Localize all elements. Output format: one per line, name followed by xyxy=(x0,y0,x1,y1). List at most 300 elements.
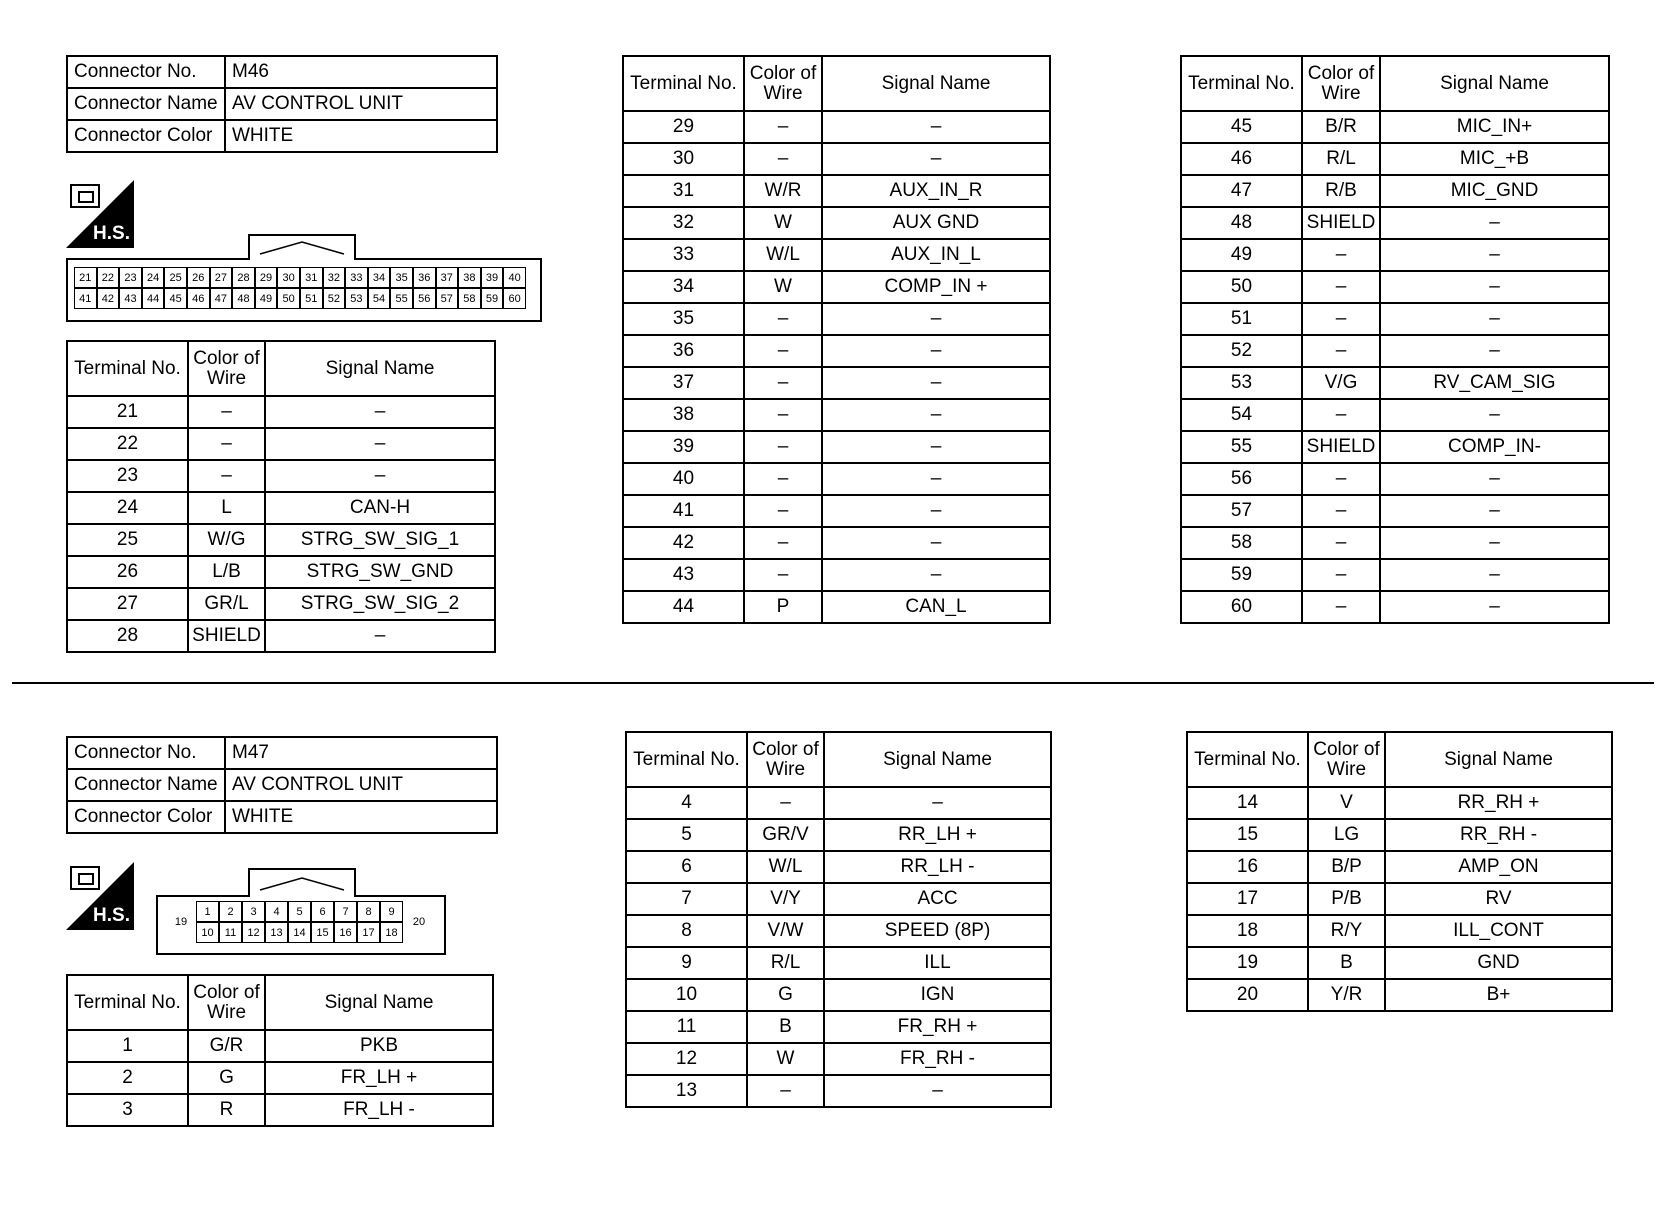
signal-name-cell: RR_RH + xyxy=(1385,787,1612,819)
terminal-no-cell: 58 xyxy=(1181,527,1302,559)
wire-color-cell: SHIELD xyxy=(1302,431,1380,463)
table-row xyxy=(67,588,495,620)
signal-name-cell: FR_LH - xyxy=(265,1094,493,1126)
signal-name-cell: ILL_CONT xyxy=(1385,915,1612,947)
terminal-no-cell: 16 xyxy=(1187,851,1308,883)
wire-color-cell: GR/V xyxy=(747,819,824,851)
signal-name-cell: FR_RH - xyxy=(824,1043,1051,1075)
connector-pin: 8 xyxy=(357,901,380,922)
connector-pin: 59 xyxy=(481,288,504,309)
terminal-no-cell: 50 xyxy=(1181,271,1302,303)
signal-name-cell: – xyxy=(1380,303,1609,335)
terminal-no-cell: 54 xyxy=(1181,399,1302,431)
terminal-no-cell: 34 xyxy=(623,271,744,303)
terminal-no-cell: 1 xyxy=(67,1030,188,1062)
connector-info-row xyxy=(67,120,497,152)
terminal-no-cell: 60 xyxy=(1181,591,1302,623)
signal-name-header: Signal Name xyxy=(1385,732,1612,787)
signal-name-cell: AUX_IN_R xyxy=(822,175,1050,207)
terminal-no-cell: 47 xyxy=(1181,175,1302,207)
signal-name-cell: – xyxy=(822,143,1050,175)
connector-pin: 3 xyxy=(242,901,265,922)
signal-name-cell: – xyxy=(1380,559,1609,591)
signal-name-cell: – xyxy=(1380,527,1609,559)
table-row xyxy=(626,915,1051,947)
info-value: WHITE xyxy=(225,120,497,152)
m47-pin-19: 19 xyxy=(174,916,188,928)
terminal-no-cell: 57 xyxy=(1181,495,1302,527)
signal-name-cell: – xyxy=(265,396,495,428)
harness-side-icon xyxy=(66,862,134,930)
color-of-wire-header: Color of Wire xyxy=(744,56,822,111)
wire-color-cell: – xyxy=(747,1075,824,1107)
signal-name-cell: STRG_SW_GND xyxy=(265,556,495,588)
signal-name-cell: – xyxy=(265,460,495,492)
table-row xyxy=(623,271,1050,303)
wire-color-cell: L xyxy=(188,492,265,524)
table-row xyxy=(67,524,495,556)
signal-name-cell: – xyxy=(822,367,1050,399)
terminal-no-cell: 5 xyxy=(626,819,747,851)
wire-color-cell: – xyxy=(1302,591,1380,623)
table-row xyxy=(1181,399,1609,431)
wire-color-cell: R/L xyxy=(747,947,824,979)
table-row xyxy=(67,620,495,652)
signal-name-cell: – xyxy=(265,428,495,460)
table-row xyxy=(1181,367,1609,399)
table-row xyxy=(626,787,1051,819)
signal-name-cell: STRG_SW_SIG_1 xyxy=(265,524,495,556)
wire-color-cell: – xyxy=(1302,399,1380,431)
wire-color-cell: G xyxy=(188,1062,265,1094)
connector-pin: 57 xyxy=(436,288,459,309)
signal-name-header: Signal Name xyxy=(265,341,495,396)
signal-name-cell: – xyxy=(1380,495,1609,527)
terminal-no-cell: 13 xyxy=(626,1075,747,1107)
table-row xyxy=(623,111,1050,143)
terminal-no-cell: 52 xyxy=(1181,335,1302,367)
terminal-no-cell: 17 xyxy=(1187,883,1308,915)
terminal-no-cell: 43 xyxy=(623,559,744,591)
connector-pin: 28 xyxy=(232,267,255,288)
connector-pin: 2 xyxy=(219,901,242,922)
signal-name-cell: RR_RH - xyxy=(1385,819,1612,851)
wire-color-cell: – xyxy=(744,495,822,527)
terminal-no-cell: 23 xyxy=(67,460,188,492)
wire-color-cell: R/Y xyxy=(1308,915,1385,947)
signal-name-cell: CAN-H xyxy=(265,492,495,524)
table-row xyxy=(626,819,1051,851)
hs-label: H.S. xyxy=(93,905,130,926)
signal-name-cell: STRG_SW_SIG_2 xyxy=(265,588,495,620)
table-row xyxy=(1181,303,1609,335)
signal-name-cell: MIC_GND xyxy=(1380,175,1609,207)
table-row xyxy=(67,1094,493,1126)
wire-color-cell: W xyxy=(744,207,822,239)
harness-side-icon xyxy=(66,180,134,248)
table-row xyxy=(623,335,1050,367)
connector-pin: 23 xyxy=(119,267,142,288)
connector-pin: 47 xyxy=(210,288,233,309)
terminal-no-cell: 27 xyxy=(67,588,188,620)
m47-pin-grid xyxy=(196,901,403,943)
wire-color-cell: – xyxy=(744,143,822,175)
wire-color-cell: – xyxy=(1302,559,1380,591)
signal-name-cell: – xyxy=(824,1075,1051,1107)
wire-color-cell: V/W xyxy=(747,915,824,947)
connector-pin: 54 xyxy=(368,288,391,309)
hs-label: H.S. xyxy=(93,223,130,244)
connector-pin: 24 xyxy=(142,267,165,288)
signal-name-cell: – xyxy=(1380,271,1609,303)
connector-pin: 26 xyxy=(187,267,210,288)
signal-name-cell: PKB xyxy=(265,1030,493,1062)
info-value: M47 xyxy=(225,737,497,769)
wire-color-cell: – xyxy=(744,559,822,591)
table-row xyxy=(1181,271,1609,303)
table-row xyxy=(1181,495,1609,527)
wire-color-cell: Y/R xyxy=(1308,979,1385,1011)
terminal-no-cell: 35 xyxy=(623,303,744,335)
wire-color-cell: B xyxy=(747,1011,824,1043)
table-row xyxy=(623,207,1050,239)
table-row xyxy=(623,303,1050,335)
signal-name-cell: SPEED (8P) xyxy=(824,915,1051,947)
terminal-no-cell: 51 xyxy=(1181,303,1302,335)
wire-color-cell: – xyxy=(744,335,822,367)
connector-pin: 14 xyxy=(288,922,311,943)
signal-name-cell: ACC xyxy=(824,883,1051,915)
terminal-no-cell: 41 xyxy=(623,495,744,527)
signal-name-cell: RV xyxy=(1385,883,1612,915)
connector-pin: 22 xyxy=(97,267,120,288)
table-row xyxy=(67,396,495,428)
wire-color-cell: P xyxy=(744,591,822,623)
connector-pin: 39 xyxy=(481,267,504,288)
wire-color-cell: – xyxy=(747,787,824,819)
wire-color-cell: B/R xyxy=(1302,111,1380,143)
connector-pin: 43 xyxy=(119,288,142,309)
table-row xyxy=(623,495,1050,527)
terminal-no-cell: 15 xyxy=(1187,819,1308,851)
signal-name-header: Signal Name xyxy=(265,975,493,1030)
signal-name-cell: ILL xyxy=(824,947,1051,979)
connector-pin: 56 xyxy=(413,288,436,309)
connector-pin: 34 xyxy=(368,267,391,288)
connector-pin: 36 xyxy=(413,267,436,288)
terminal-no-cell: 22 xyxy=(67,428,188,460)
connector-pin: 33 xyxy=(345,267,368,288)
table-row xyxy=(1181,335,1609,367)
terminal-no-cell: 39 xyxy=(623,431,744,463)
table-row xyxy=(623,431,1050,463)
table-row xyxy=(626,1011,1051,1043)
table-row xyxy=(1181,239,1609,271)
connector-pin: 60 xyxy=(503,288,526,309)
terminal-no-cell: 36 xyxy=(623,335,744,367)
connector-pin: 55 xyxy=(390,288,413,309)
wire-color-cell: B/P xyxy=(1308,851,1385,883)
color-of-wire-header: Color of Wire xyxy=(1308,732,1385,787)
m46-terminal-table-2 xyxy=(622,55,1051,624)
table-row xyxy=(623,527,1050,559)
connector-pin: 48 xyxy=(232,288,255,309)
table-row xyxy=(623,143,1050,175)
table-row xyxy=(1181,559,1609,591)
wire-color-cell: – xyxy=(1302,335,1380,367)
connector-pin: 31 xyxy=(300,267,323,288)
wire-color-cell: W/G xyxy=(188,524,265,556)
wire-color-cell: L/B xyxy=(188,556,265,588)
connector-pin: 44 xyxy=(142,288,165,309)
wire-color-cell: R/B xyxy=(1302,175,1380,207)
signal-name-cell: – xyxy=(822,111,1050,143)
table-row xyxy=(1187,819,1612,851)
terminal-no-cell: 33 xyxy=(623,239,744,271)
terminal-no-header: Terminal No. xyxy=(626,732,747,787)
connector-pin: 27 xyxy=(210,267,233,288)
connector-pin: 7 xyxy=(334,901,357,922)
connector-pin: 45 xyxy=(164,288,187,309)
terminal-no-cell: 32 xyxy=(623,207,744,239)
wire-color-cell: G xyxy=(747,979,824,1011)
wire-color-cell: – xyxy=(1302,495,1380,527)
signal-name-cell: – xyxy=(1380,591,1609,623)
terminal-no-header: Terminal No. xyxy=(1187,732,1308,787)
connector-pin: 16 xyxy=(334,922,357,943)
terminal-no-cell: 28 xyxy=(67,620,188,652)
wire-color-cell: R xyxy=(188,1094,265,1126)
terminal-no-cell: 45 xyxy=(1181,111,1302,143)
signal-name-cell: RR_LH + xyxy=(824,819,1051,851)
table-row xyxy=(1181,143,1609,175)
connector-pin: 15 xyxy=(311,922,334,943)
signal-name-cell: – xyxy=(822,559,1050,591)
terminal-no-cell: 26 xyxy=(67,556,188,588)
connector-pin: 1 xyxy=(196,901,219,922)
connector-pin: 58 xyxy=(458,288,481,309)
wire-color-cell: – xyxy=(744,431,822,463)
terminal-no-cell: 8 xyxy=(626,915,747,947)
connector-pin: 4 xyxy=(265,901,288,922)
section-divider xyxy=(12,682,1654,684)
connector-pin: 32 xyxy=(323,267,346,288)
table-row xyxy=(1181,207,1609,239)
connector-info-row xyxy=(67,737,497,769)
terminal-no-cell: 31 xyxy=(623,175,744,207)
signal-name-cell: – xyxy=(824,787,1051,819)
wire-color-cell: SHIELD xyxy=(188,620,265,652)
signal-name-cell: MIC_+B xyxy=(1380,143,1609,175)
info-label: Connector Name xyxy=(67,769,225,801)
signal-name-cell: GND xyxy=(1385,947,1612,979)
table-row xyxy=(623,399,1050,431)
connector-pin: 12 xyxy=(242,922,265,943)
terminal-no-cell: 24 xyxy=(67,492,188,524)
table-row xyxy=(623,559,1050,591)
wire-color-cell: SHIELD xyxy=(1302,207,1380,239)
m46-connector-info xyxy=(66,55,498,153)
wire-color-cell: GR/L xyxy=(188,588,265,620)
table-row xyxy=(67,1062,493,1094)
signal-name-cell: AUX_IN_L xyxy=(822,239,1050,271)
connector-pin: 30 xyxy=(277,267,300,288)
info-label: Connector Color xyxy=(67,120,225,152)
wire-color-cell: – xyxy=(744,463,822,495)
connector-pin: 49 xyxy=(255,288,278,309)
wire-color-cell: V/Y xyxy=(747,883,824,915)
m47-terminal-table-3 xyxy=(1186,731,1613,1012)
wire-color-cell: LG xyxy=(1308,819,1385,851)
connector-pin: 6 xyxy=(311,901,334,922)
table-row xyxy=(1187,883,1612,915)
connector-pin: 9 xyxy=(380,901,403,922)
signal-name-cell: AMP_ON xyxy=(1385,851,1612,883)
terminal-no-cell: 59 xyxy=(1181,559,1302,591)
connector-pin: 5 xyxy=(288,901,311,922)
connector-pin: 38 xyxy=(458,267,481,288)
table-row xyxy=(1181,175,1609,207)
wire-color-cell: – xyxy=(188,396,265,428)
signal-name-cell: B+ xyxy=(1385,979,1612,1011)
color-of-wire-header: Color of Wire xyxy=(188,975,265,1030)
m47-pin-20: 20 xyxy=(412,916,426,928)
table-row xyxy=(1181,463,1609,495)
wire-color-cell: V xyxy=(1308,787,1385,819)
signal-name-cell: – xyxy=(822,335,1050,367)
connector-pin: 11 xyxy=(219,922,242,943)
terminal-no-cell: 48 xyxy=(1181,207,1302,239)
connector-pin: 50 xyxy=(277,288,300,309)
terminal-no-cell: 10 xyxy=(626,979,747,1011)
terminal-no-cell: 9 xyxy=(626,947,747,979)
table-row xyxy=(1181,591,1609,623)
connector-pin: 52 xyxy=(323,288,346,309)
wire-color-cell: R/L xyxy=(1302,143,1380,175)
signal-name-cell: RV_CAM_SIG xyxy=(1380,367,1609,399)
wire-color-cell: – xyxy=(1302,239,1380,271)
table-row xyxy=(623,591,1050,623)
terminal-no-cell: 14 xyxy=(1187,787,1308,819)
table-row xyxy=(1187,787,1612,819)
info-value: AV CONTROL UNIT xyxy=(225,88,497,120)
table-row xyxy=(626,1043,1051,1075)
table-row xyxy=(623,463,1050,495)
color-of-wire-header: Color of Wire xyxy=(188,341,265,396)
signal-name-cell: – xyxy=(822,495,1050,527)
signal-name-cell: IGN xyxy=(824,979,1051,1011)
connector-pin: 35 xyxy=(390,267,413,288)
terminal-no-cell: 55 xyxy=(1181,431,1302,463)
connector-info-row xyxy=(67,801,497,833)
signal-name-header: Signal Name xyxy=(824,732,1051,787)
signal-name-cell: RR_LH - xyxy=(824,851,1051,883)
terminal-no-cell: 3 xyxy=(67,1094,188,1126)
m46-terminal-table-3 xyxy=(1180,55,1610,624)
signal-name-cell: COMP_IN + xyxy=(822,271,1050,303)
signal-name-cell: AUX GND xyxy=(822,207,1050,239)
terminal-no-cell: 19 xyxy=(1187,947,1308,979)
signal-name-cell: MIC_IN+ xyxy=(1380,111,1609,143)
terminal-no-cell: 46 xyxy=(1181,143,1302,175)
m46-connector-latch xyxy=(248,234,356,260)
wire-color-cell: W/L xyxy=(744,239,822,271)
color-of-wire-header: Color of Wire xyxy=(1302,56,1380,111)
wire-color-cell: – xyxy=(188,460,265,492)
wire-color-cell: G/R xyxy=(188,1030,265,1062)
wire-color-cell: P/B xyxy=(1308,883,1385,915)
signal-name-header: Signal Name xyxy=(822,56,1050,111)
connector-pictogram-icon xyxy=(70,184,100,208)
terminal-no-cell: 2 xyxy=(67,1062,188,1094)
signal-name-cell: – xyxy=(822,303,1050,335)
signal-name-cell: – xyxy=(822,399,1050,431)
info-label: Connector No. xyxy=(67,56,225,88)
wire-color-cell: – xyxy=(744,527,822,559)
terminal-no-cell: 56 xyxy=(1181,463,1302,495)
wire-color-cell: B xyxy=(1308,947,1385,979)
table-row xyxy=(1181,431,1609,463)
m47-terminal-table-1 xyxy=(66,974,494,1127)
connector-pin: 18 xyxy=(380,922,403,943)
signal-name-cell: – xyxy=(1380,399,1609,431)
signal-name-cell: – xyxy=(822,463,1050,495)
signal-name-cell: – xyxy=(822,431,1050,463)
signal-name-header: Signal Name xyxy=(1380,56,1609,111)
wire-color-cell: W xyxy=(747,1043,824,1075)
signal-name-cell: – xyxy=(1380,239,1609,271)
wire-color-cell: – xyxy=(744,303,822,335)
terminal-no-cell: 40 xyxy=(623,463,744,495)
signal-name-cell: – xyxy=(1380,335,1609,367)
wire-color-cell: – xyxy=(1302,463,1380,495)
m46-terminal-table-1 xyxy=(66,340,496,653)
connector-pin: 29 xyxy=(255,267,278,288)
terminal-no-cell: 20 xyxy=(1187,979,1308,1011)
connector-pin: 17 xyxy=(357,922,380,943)
table-row xyxy=(67,460,495,492)
wire-color-cell: – xyxy=(1302,527,1380,559)
connector-pin: 21 xyxy=(74,267,97,288)
wire-color-cell: – xyxy=(188,428,265,460)
connector-pin: 41 xyxy=(74,288,97,309)
wire-color-cell: – xyxy=(744,367,822,399)
m46-pin-grid xyxy=(74,267,526,309)
connector-pin: 40 xyxy=(503,267,526,288)
terminal-no-header: Terminal No. xyxy=(67,975,188,1030)
connector-pin: 10 xyxy=(196,922,219,943)
terminal-no-cell: 49 xyxy=(1181,239,1302,271)
signal-name-cell: FR_LH + xyxy=(265,1062,493,1094)
info-label: Connector Name xyxy=(67,88,225,120)
connector-pin: 13 xyxy=(265,922,288,943)
terminal-no-cell: 7 xyxy=(626,883,747,915)
table-row xyxy=(626,979,1051,1011)
signal-name-cell: FR_RH + xyxy=(824,1011,1051,1043)
terminal-no-cell: 42 xyxy=(623,527,744,559)
terminal-no-cell: 38 xyxy=(623,399,744,431)
terminal-no-cell: 37 xyxy=(623,367,744,399)
wire-color-cell: – xyxy=(1302,271,1380,303)
m47-connector-latch xyxy=(248,868,356,897)
table-row xyxy=(67,428,495,460)
terminal-no-cell: 6 xyxy=(626,851,747,883)
terminal-no-header: Terminal No. xyxy=(1181,56,1302,111)
connector-pin: 51 xyxy=(300,288,323,309)
wire-color-cell: – xyxy=(744,111,822,143)
table-row xyxy=(626,851,1051,883)
wire-color-cell: – xyxy=(744,399,822,431)
